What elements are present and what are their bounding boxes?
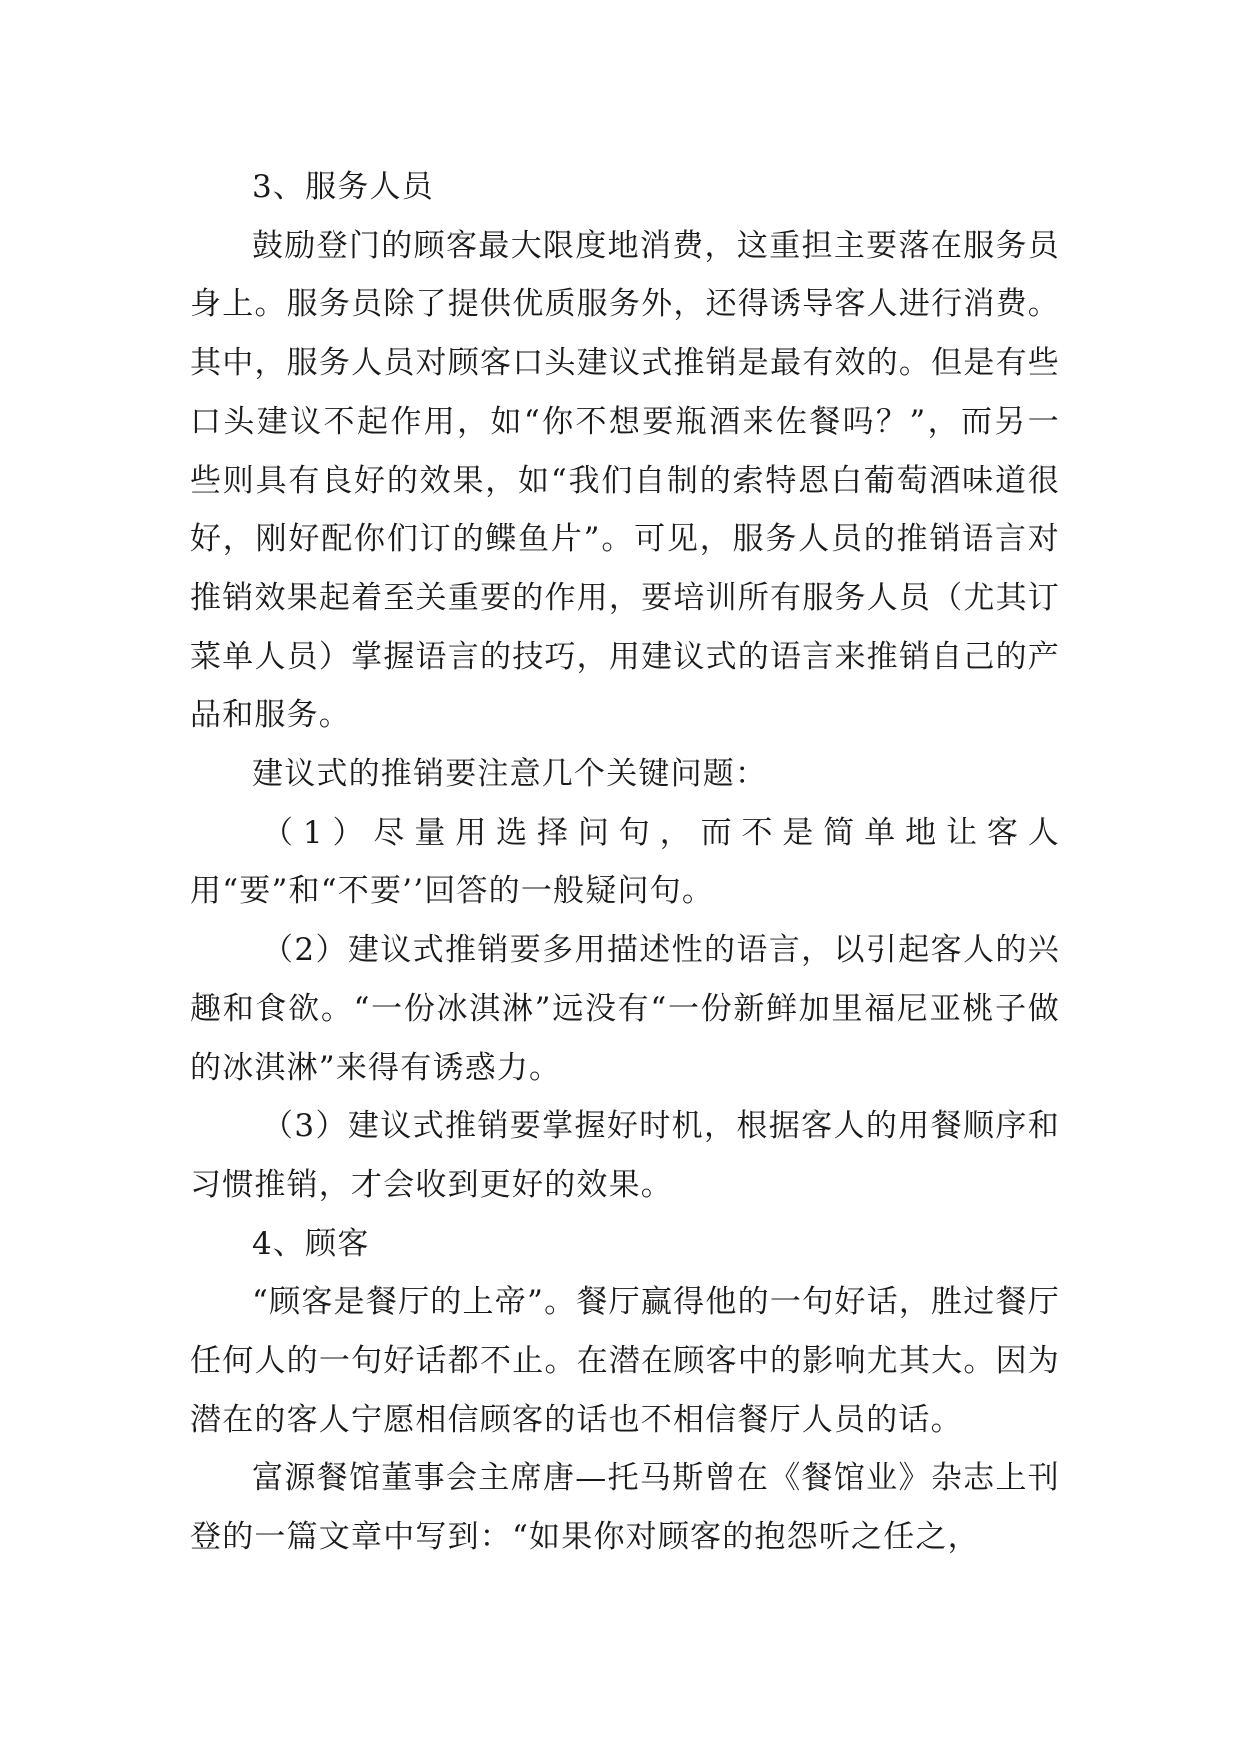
document-body xyxy=(190,158,1060,1567)
list-item-2: （2）建议式推销要多用描述性的语言，以引起客人的兴趣和食欲。“一份冰淇淋”远没有“一份新鲜加里福尼亚桃子做的冰淇淋”来得有诱惑力。 xyxy=(190,932,1060,1086)
paragraph-key-issues-intro: 建议式的推销要注意几个关键问题： xyxy=(252,756,768,793)
section-4-heading: 4、顾客 xyxy=(252,1225,370,1262)
paragraph-customer-god: “顾客是餐厅的上帝”。餐厅赢得他的一句好话，胜过餐厅任何人的一句好话都不止。在潜在顾客中的影响尤其大。因为潜在的客人宁愿相信顾客的话也不相信餐厅人员的话。 xyxy=(190,1284,1060,1438)
list-item-3: （3）建议式推销要掌握好时机，根据客人的用餐顺序和习惯推销，才会收到更好的效果。 xyxy=(190,1108,1060,1203)
section-3-heading: 3、服务人员 xyxy=(252,169,434,205)
paragraph-quote-intro: 富源餐馆董事会主席唐—托马斯曾在《餐馆业》杂志上刊登的一篇文章中写到：“如果你对顾客的抱怨听之任之， xyxy=(190,1460,1060,1556)
paragraph-salesperson-role: 鼓励登门的顾客最大限度地消费，这重担主要落在服务员身上。服务员除了提供优质服务外，还得诱导客人进行消费。其中，服务人员对顾客口头建议式推销是最有效的。但是有些口头建议不起作用，如“你不想要瓶酒来佐餐吗？”，而另一些则具有良好的效果，如“我们自制的索特恩白葡萄酒味道很好，刚好配你们订的鲽鱼片”。可见，服务人员的推销语言对推销效果起着至关重要的作用，要培训所有服务人员（尤其订菜单人员）掌握语言的技巧，用建议式的语言来推销自己的产品和服务。 xyxy=(190,227,1060,734)
list-item-1: （1）尽量用选择问句，而不是简单地让客人用“要”和“不要’’回答的一般疑问句。 xyxy=(190,814,1060,910)
